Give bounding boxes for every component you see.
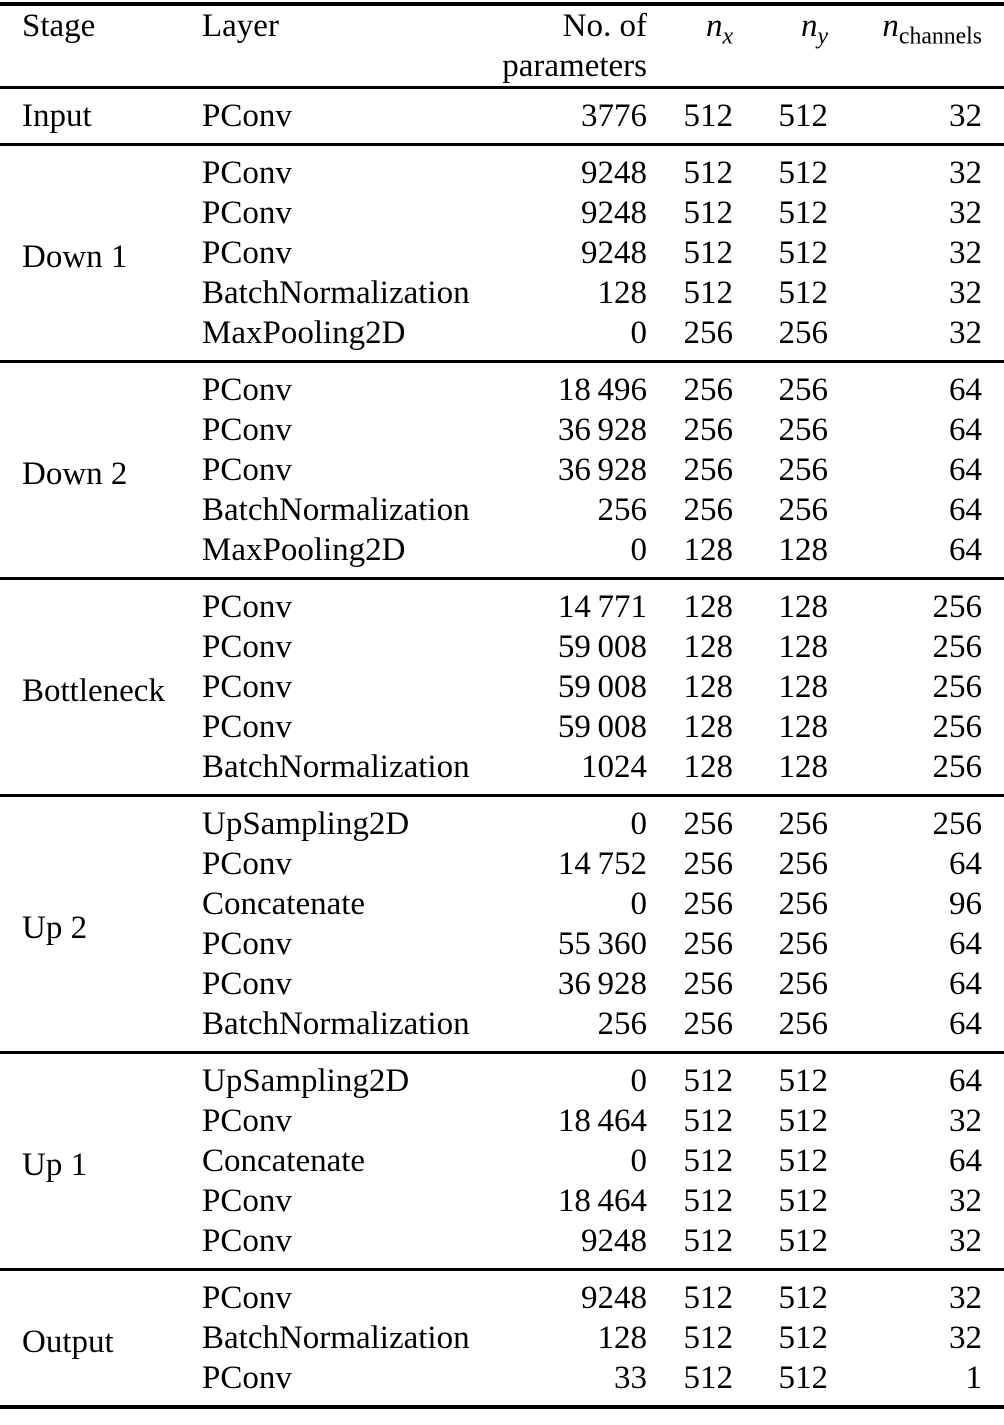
header-row: [0, 4, 1004, 88]
nchannels-cell: 256: [932, 589, 982, 625]
header-nchannels-base: n: [882, 8, 899, 44]
ny-cell: 256: [778, 926, 828, 962]
nx-cell: 512: [683, 275, 733, 311]
table-row: [0, 796, 1004, 845]
architecture-table: [0, 2, 1004, 1409]
layer-cell: PConv: [202, 846, 292, 882]
nchannels-cell: 64: [949, 532, 982, 568]
nchannels-cell: 32: [949, 235, 982, 271]
layer-cell: UpSampling2D: [202, 806, 410, 842]
parameters-cell: 256: [597, 492, 647, 528]
ny-cell: 128: [778, 709, 828, 745]
layer-cell: PConv: [202, 1103, 292, 1139]
parameters-cell: 1024: [581, 749, 647, 785]
stage-group-up-2: [0, 796, 1004, 1053]
nx-cell: 256: [683, 806, 733, 842]
nchannels-cell: 256: [932, 669, 982, 705]
parameters-cell: 256: [597, 1006, 647, 1042]
layer-cell: PConv: [202, 452, 292, 488]
nx-cell: 512: [683, 98, 733, 134]
nx-cell: 512: [683, 1143, 733, 1179]
nchannels-cell: 32: [949, 1223, 982, 1259]
nx-cell: 512: [683, 1103, 733, 1139]
nx-cell: 128: [683, 589, 733, 625]
ny-cell: 512: [778, 155, 828, 191]
parameters-cell: 9248: [581, 235, 647, 271]
table-row: [0, 145, 1004, 194]
nx-cell: 256: [683, 492, 733, 528]
layer-cell: BatchNormalization: [202, 749, 470, 785]
header-nchannels: [828, 4, 1004, 88]
nchannels-cell: 256: [932, 749, 982, 785]
header-layer: [202, 4, 502, 88]
layer-cell: PConv: [202, 1223, 292, 1259]
ny-cell: 512: [778, 1320, 828, 1356]
nchannels-cell: 32: [949, 1103, 982, 1139]
header-nx-base: n: [705, 8, 723, 44]
stage-cell: Up 2: [22, 909, 88, 946]
stage-cell: Input: [22, 98, 92, 134]
nchannels-cell: 64: [949, 412, 982, 448]
stage-cell: Down 2: [22, 455, 128, 492]
layer-cell: PConv: [202, 966, 292, 1002]
stage-group-input: [0, 88, 1004, 145]
stage-cell: Output: [22, 1323, 114, 1360]
layer-cell: MaxPooling2D: [202, 315, 406, 351]
parameters-cell: 18 464: [557, 1103, 647, 1139]
nx-cell: 256: [683, 315, 733, 351]
stage-group-up-1: [0, 1053, 1004, 1270]
header-parameters-line1: No. of: [562, 8, 647, 44]
nx-cell: 128: [683, 749, 733, 785]
ny-cell: 128: [778, 669, 828, 705]
parameters-cell: 36 928: [557, 966, 647, 1002]
nx-cell: 256: [683, 412, 733, 448]
nchannels-cell: 256: [932, 709, 982, 745]
nchannels-cell: 32: [949, 1320, 982, 1356]
parameters-cell: 59 008: [557, 629, 647, 665]
ny-cell: 256: [778, 412, 828, 448]
parameters-cell: 9248: [581, 155, 647, 191]
parameters-cell: 0: [630, 315, 647, 351]
parameters-cell: 33: [614, 1360, 647, 1396]
layer-cell: PConv: [202, 926, 292, 962]
nx-cell: 512: [683, 1360, 733, 1396]
nx-cell: 128: [683, 709, 733, 745]
nx-cell: 512: [683, 1223, 733, 1259]
parameters-cell: 36 928: [557, 452, 647, 488]
layer-cell: UpSampling2D: [202, 1063, 410, 1099]
ny-cell: 128: [778, 749, 828, 785]
layer-cell: PConv: [202, 98, 292, 134]
ny-cell: 256: [778, 846, 828, 882]
layer-cell: PConv: [202, 1360, 292, 1396]
nchannels-cell: 256: [932, 629, 982, 665]
nchannels-cell: 96: [949, 886, 982, 922]
parameters-cell: 14 771: [557, 589, 647, 625]
nx-cell: 256: [683, 966, 733, 1002]
parameters-cell: 0: [630, 1063, 647, 1099]
layer-cell: PConv: [202, 372, 292, 408]
layer-cell: PConv: [202, 629, 292, 665]
parameters-cell: 0: [630, 806, 647, 842]
ny-cell: 512: [778, 1360, 828, 1396]
ny-cell: 512: [778, 235, 828, 271]
ny-cell: 512: [778, 1223, 828, 1259]
nx-cell: 256: [683, 372, 733, 408]
header-layer-label: Layer: [202, 8, 279, 44]
stage-cell: Bottleneck: [22, 672, 165, 709]
ny-cell: 128: [778, 589, 828, 625]
ny-cell: 256: [778, 1006, 828, 1042]
nx-cell: 256: [683, 846, 733, 882]
nchannels-cell: 64: [949, 452, 982, 488]
parameters-cell: 0: [630, 1143, 647, 1179]
nchannels-cell: 64: [949, 966, 982, 1002]
nchannels-cell: 32: [949, 315, 982, 351]
nchannels-cell: 64: [949, 1063, 982, 1099]
parameters-cell: 18 496: [557, 372, 647, 408]
parameters-cell: 0: [630, 886, 647, 922]
layer-cell: BatchNormalization: [202, 1320, 470, 1356]
table-row: [0, 1270, 1004, 1319]
header-nchannels-subscript: channels: [898, 23, 982, 50]
ny-cell: 256: [778, 492, 828, 528]
header-parameters: [502, 4, 647, 88]
stage-cell: Up 1: [22, 1146, 88, 1183]
stage-cell: Down 1: [22, 238, 128, 275]
parameters-cell: 55 360: [557, 926, 647, 962]
layer-cell: PConv: [202, 589, 292, 625]
table-row: [0, 579, 1004, 628]
ny-cell: 128: [778, 532, 828, 568]
ny-cell: 256: [778, 315, 828, 351]
nx-cell: 512: [683, 155, 733, 191]
nx-cell: 256: [683, 452, 733, 488]
header-parameters-line2: parameters: [502, 48, 647, 84]
nx-cell: 256: [683, 926, 733, 962]
layer-cell: PConv: [202, 412, 292, 448]
table-header: [0, 4, 1004, 88]
ny-cell: 512: [778, 195, 828, 231]
nx-cell: 512: [683, 235, 733, 271]
parameters-cell: 9248: [581, 1223, 647, 1259]
ny-cell: 512: [778, 1183, 828, 1219]
layer-cell: PConv: [202, 155, 292, 191]
nchannels-cell: 64: [949, 846, 982, 882]
table-row: [0, 1053, 1004, 1102]
nchannels-cell: 32: [949, 155, 982, 191]
nx-cell: 128: [683, 532, 733, 568]
layer-cell: MaxPooling2D: [202, 532, 406, 568]
stage-group-down-2: [0, 362, 1004, 579]
ny-cell: 256: [778, 806, 828, 842]
nchannels-cell: 64: [949, 926, 982, 962]
parameters-cell: 128: [597, 1320, 647, 1356]
nchannels-cell: 32: [949, 1183, 982, 1219]
layer-cell: BatchNormalization: [202, 275, 470, 311]
nx-cell: 512: [683, 1063, 733, 1099]
nchannels-cell: 64: [949, 492, 982, 528]
ny-cell: 512: [778, 275, 828, 311]
stage-group-output: [0, 1270, 1004, 1408]
nx-cell: 512: [683, 195, 733, 231]
nx-cell: 128: [683, 669, 733, 705]
parameters-cell: 59 008: [557, 669, 647, 705]
table-row: [0, 88, 1004, 145]
header-stage: [0, 4, 202, 88]
parameters-cell: 36 928: [557, 412, 647, 448]
header-ny: [733, 4, 828, 88]
parameters-cell: 0: [630, 532, 647, 568]
ny-cell: 512: [778, 1280, 828, 1316]
layer-cell: PConv: [202, 195, 292, 231]
layer-cell: PConv: [202, 709, 292, 745]
layer-cell: Concatenate: [202, 1143, 366, 1179]
layer-cell: PConv: [202, 235, 292, 271]
header-nx: [647, 4, 733, 88]
layer-cell: BatchNormalization: [202, 492, 470, 528]
parameters-cell: 59 008: [557, 709, 647, 745]
ny-cell: 256: [778, 372, 828, 408]
nx-cell: 512: [683, 1320, 733, 1356]
stage-group-bottleneck: [0, 579, 1004, 796]
layer-cell: PConv: [202, 1183, 292, 1219]
table-row: [0, 362, 1004, 411]
ny-cell: 256: [778, 886, 828, 922]
parameters-cell: 9248: [581, 1280, 647, 1316]
nchannels-cell: 64: [949, 1143, 982, 1179]
ny-cell: 256: [778, 966, 828, 1002]
layer-cell: BatchNormalization: [202, 1006, 470, 1042]
layer-cell: PConv: [202, 669, 292, 705]
ny-cell: 256: [778, 452, 828, 488]
parameters-cell: 18 464: [557, 1183, 647, 1219]
nx-cell: 128: [683, 629, 733, 665]
layer-cell: PConv: [202, 1280, 292, 1316]
header-nx-subscript: x: [722, 23, 733, 50]
header-stage-label: Stage: [22, 8, 96, 44]
ny-cell: 512: [778, 98, 828, 134]
header-ny-subscript: y: [817, 23, 828, 50]
nchannels-cell: 32: [949, 1280, 982, 1316]
nchannels-cell: 256: [932, 806, 982, 842]
parameters-cell: 14 752: [557, 846, 647, 882]
ny-cell: 512: [778, 1143, 828, 1179]
nchannels-cell: 64: [949, 372, 982, 408]
parameters-cell: 3776: [581, 98, 647, 134]
nchannels-cell: 32: [949, 98, 982, 134]
parameters-cell: 128: [597, 275, 647, 311]
parameters-cell: 9248: [581, 195, 647, 231]
nx-cell: 256: [683, 1006, 733, 1042]
stage-group-down-1: [0, 145, 1004, 362]
nchannels-cell: 32: [949, 195, 982, 231]
nx-cell: 256: [683, 886, 733, 922]
nx-cell: 512: [683, 1280, 733, 1316]
ny-cell: 512: [778, 1063, 828, 1099]
nchannels-cell: 32: [949, 275, 982, 311]
nchannels-cell: 1: [965, 1360, 982, 1396]
nx-cell: 512: [683, 1183, 733, 1219]
layer-cell: Concatenate: [202, 886, 366, 922]
ny-cell: 512: [778, 1103, 828, 1139]
ny-cell: 128: [778, 629, 828, 665]
header-ny-base: n: [800, 8, 818, 44]
nchannels-cell: 64: [949, 1006, 982, 1042]
